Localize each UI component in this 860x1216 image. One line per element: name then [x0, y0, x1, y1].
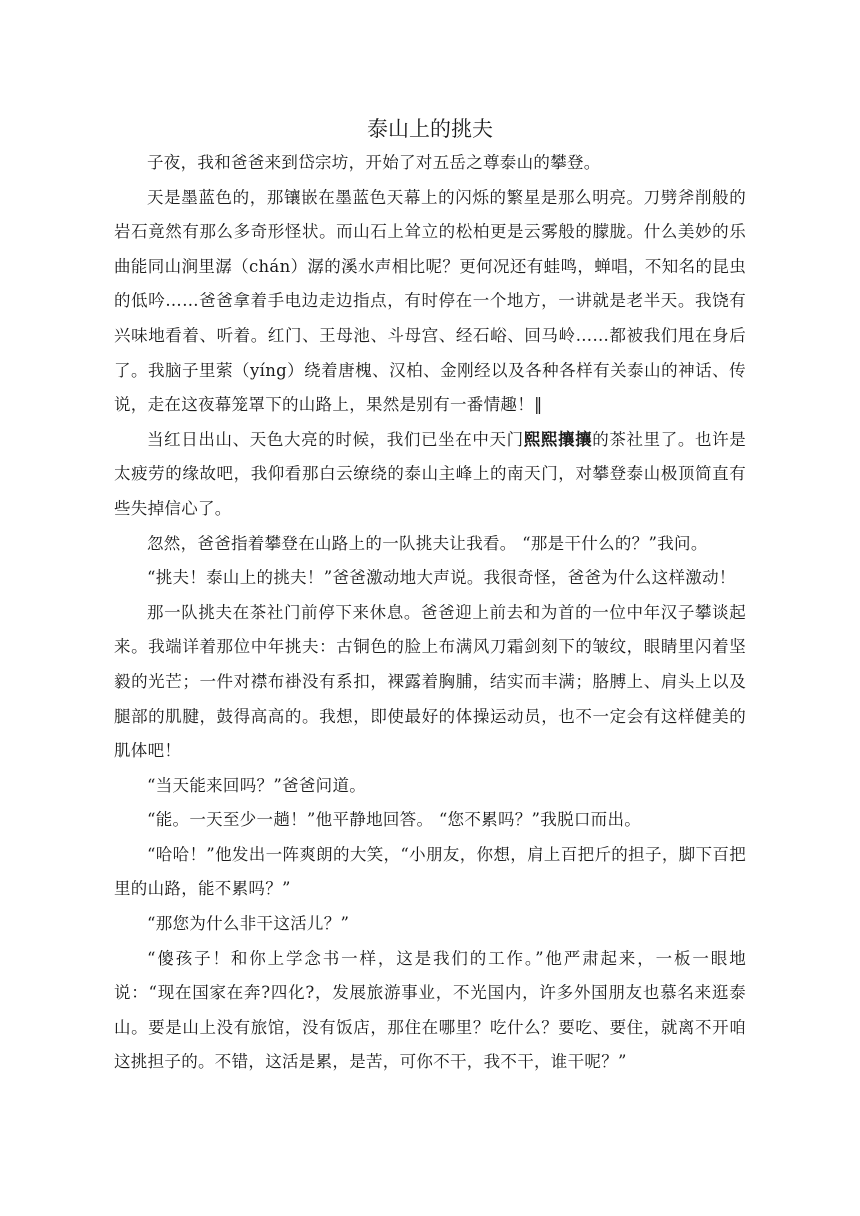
- paragraph-text: 当红日出山、天色大亮的时候，我们已坐在中天门: [147, 429, 524, 449]
- paragraph: “那您为什么非干这活儿？”: [147, 914, 350, 934]
- paragraph: 忽然，爸爸指着攀登在山路上的一队挑夫让我看。 “那是干什么的？”我问。: [147, 533, 708, 553]
- document-title: 泰山上的挑夫: [367, 117, 493, 141]
- paragraph: [114, 423, 746, 527]
- paragraph: “能。一天至少一趟！”他平静地回答。 “您不累吗？”我脱口而出。: [147, 810, 642, 830]
- paragraph: 那一队挑夫在茶社门前停下来休息。爸爸迎上前去和为首的一位中年汉子攀谈起来。我端详着那位中年挑夫：古铜色的脸上布满风刀霜剑刻下的皱纹，眼睛里闪着坚毅的光芒；一件对襟布褂没有系扣，裸露着胸脯，结实而丰满；胳膊上、肩头上以及腿部的肌腱，鼓得高高的。我想，即使最好的体操运动员，也不一定会有这样健美的肌体吧！: [114, 602, 746, 761]
- paragraph: “挑夫！泰山上的挑夫！”爸爸激动地大声说。我很奇怪，爸爸为什么这样激动！: [147, 568, 736, 588]
- paragraph: “当天能来回吗？”爸爸问道。: [147, 775, 367, 795]
- paragraph: 天是墨蓝色的，那镶嵌在墨蓝色天幕上的闪烁的繁星是那么明亮。刀劈斧削般的岩石竟然有那么多奇形怪状。而山石上耸立的松柏更是云雾般的朦胧。什么美妙的乐曲能同山涧里潺（chán）潺的溪水声相比呢？更何况还有蛙鸣，蝉唱，不知名的昆虫的低吟……爸爸拿着手电边走边指点，有时停在一个地方，一讲就是老半天。我饶有兴味地看着、听着。红门、王母池、斗母宫、经石峪、回马岭……都被我们甩在身后了。我脑子里萦（yíng）绕着唐槐、汉柏、金刚经以及各种各样有关泰山的神话、传说，走在这夜幕笼罩下的山路上，果然是别有一番情趣！‖: [114, 187, 746, 415]
- bold-phrase: 熙熙攘攘: [523, 429, 593, 449]
- document-page: [114, 112, 746, 1080]
- paragraph: 子夜，我和爸爸来到岱宗坊，开始了对五岳之尊泰山的攀登。: [147, 153, 601, 172]
- paragraph: “哈哈！”他发出一阵爽朗的大笑，“小朋友，你想，肩上百把斤的担子，脚下百把里的山路，能不累吗？”: [114, 844, 746, 899]
- paragraph-text: 的茶社里了。也许是太疲劳的缘故吧，我仰看那白云缭绕的泰山主峰上的南天门，对攀登泰山极顶简直有些失掉信心了。: [114, 429, 747, 518]
- paragraph: “傻孩子！和你上学念书一样，这是我们的工作。”他严肃起来，一板一眼地说：“现在国家在奔?四化?，发展旅游事业，不光国内，许多外国朋友也慕名来逛泰山。要是山上没有旅馆，没有饭店，那住在哪里？吃什么？要吃、要住，就离不开咱这挑担子的。不错，这活是累，是苦，可你不干，我不干，谁干呢？”: [114, 948, 746, 1072]
